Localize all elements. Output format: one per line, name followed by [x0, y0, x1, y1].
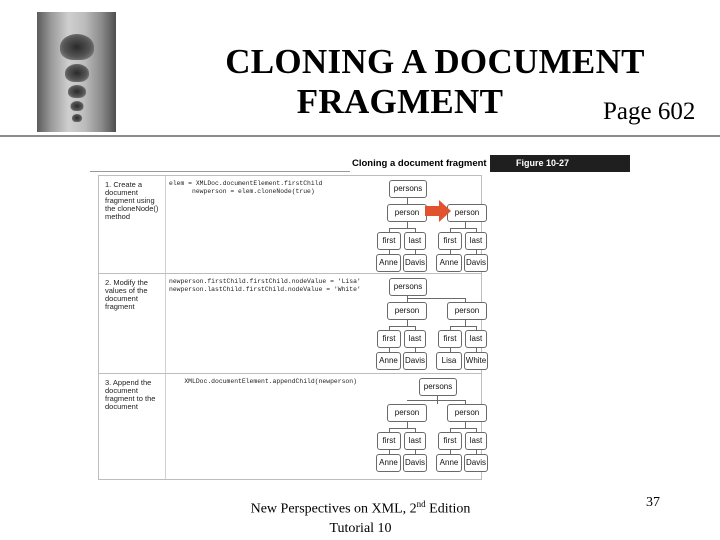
tree-edge: [389, 326, 415, 327]
tree-edge: [389, 428, 415, 429]
footer-line1-b: Edition: [425, 501, 471, 517]
tree-edge: [389, 250, 390, 254]
tree-edge: [465, 400, 466, 404]
tree-edge: [450, 428, 476, 429]
tree-node-first-a: first: [377, 330, 401, 348]
node-tree: [99, 274, 487, 373]
tree-node-person-b: person: [447, 204, 487, 222]
footer-line2: Tutorial 10: [329, 520, 392, 536]
slide-title-line1: CLONING A DOCUMENT: [225, 42, 645, 81]
tree-edge: [415, 250, 416, 254]
tree-edge: [450, 326, 451, 330]
code-snippet: XMLDoc.documentElement.appendChild(newperson): [169, 378, 357, 385]
page-reference: Page 602: [603, 98, 696, 125]
tree-node-val-b1: Anne: [436, 454, 462, 472]
tree-node-last-a: last: [404, 432, 426, 450]
tree-edge: [389, 428, 390, 432]
tree-node-val-b2: Davis: [464, 454, 488, 472]
footer-line1-sup: nd: [416, 499, 426, 509]
tree-node-val-a1: Anne: [376, 454, 401, 472]
tree-edge: [476, 250, 477, 254]
tree-node-val-b1: Anne: [436, 254, 462, 272]
tree-node-val-a1: Anne: [376, 352, 401, 370]
arch-shape: [68, 85, 86, 98]
slide-title-line2: FRAGMENT: [296, 82, 504, 121]
tree-node-val-b2: Davis: [464, 254, 488, 272]
figure-caption: Cloning a document fragment: [352, 158, 487, 169]
arch-shape: [70, 101, 83, 111]
tree-edge: [407, 198, 408, 204]
tree-edge: [389, 228, 390, 232]
tree-edge: [415, 228, 416, 232]
tree-node-last-a: last: [404, 232, 426, 250]
tree-node-person-a: person: [387, 404, 427, 422]
tree-node-val-b2: White: [464, 352, 488, 370]
figure-row-2: [99, 274, 487, 374]
code-snippet: elem = XMLDoc.documentElement.firstChild newperson = elem.cloneNode(true): [169, 180, 323, 195]
tree-edge: [476, 326, 477, 330]
tree-edge: [389, 450, 390, 454]
tree-edge: [415, 326, 416, 330]
tree-node-val-a2: Davis: [403, 254, 427, 272]
tree-node-root: persons: [419, 378, 457, 396]
tree-edge: [450, 450, 451, 454]
tree-edge: [415, 348, 416, 352]
tree-edge: [465, 298, 466, 302]
step-description: 3. Append the document fragment to the document: [105, 378, 156, 411]
arch-shape: [72, 114, 82, 122]
tree-node-first-a: first: [377, 232, 401, 250]
tree-node-val-a2: Davis: [403, 454, 427, 472]
tree-edge: [407, 298, 465, 299]
tree-edge: [389, 228, 415, 229]
tree-edge: [389, 348, 390, 352]
arch-shape: [60, 34, 94, 60]
tree-node-root: persons: [389, 180, 427, 198]
tree-node-last-b: last: [465, 330, 487, 348]
tree-node-last-b: last: [465, 232, 487, 250]
tree-edge: [450, 428, 451, 432]
step-description: 1. Create a document fragment using the cloneNode() method: [105, 180, 159, 221]
tree-node-last-a: last: [404, 330, 426, 348]
title-divider: [0, 135, 720, 137]
page-number: 37: [646, 495, 660, 510]
figure-row-1: [99, 176, 486, 274]
tree-node-root: persons: [389, 278, 427, 296]
footer-source: [248, 495, 473, 538]
tree-node-last-b: last: [465, 432, 487, 450]
tree-node-person-a: person: [387, 302, 427, 320]
tree-edge: [450, 228, 451, 232]
code-snippet: newperson.firstChild.firstChild.nodeValue = 'Lisa' newperson.lastChild.firstChild.nodeValue = 'White': [169, 278, 361, 293]
node-tree: [99, 374, 486, 479]
tree-node-val-a2: Davis: [403, 352, 427, 370]
tree-node-val-b1: Lisa: [436, 352, 462, 370]
tree-node-first-b: first: [438, 432, 462, 450]
tree-edge: [407, 296, 408, 302]
tree-node-person-b: person: [447, 404, 487, 422]
slide-title: [200, 42, 670, 122]
tree-edge: [476, 348, 477, 352]
tree-edge: [407, 400, 465, 401]
corner-photo: [37, 12, 116, 132]
tree-node-first-b: first: [438, 330, 462, 348]
arch-shape: [65, 64, 89, 82]
tree-edge: [389, 326, 390, 330]
tree-edge: [476, 450, 477, 454]
tree-edge: [450, 326, 476, 327]
tree-edge: [450, 250, 451, 254]
tree-edge: [476, 228, 477, 232]
figure-10-27: [90, 155, 630, 480]
clone-arrow-icon: [425, 200, 451, 222]
tree-node-person-a: person: [387, 204, 427, 222]
step-description: 2. Modify the values of the document fragment: [105, 278, 148, 311]
tree-edge: [476, 428, 477, 432]
tree-node-first-a: first: [377, 432, 401, 450]
figure-label: Figure 10-27: [490, 155, 630, 172]
tree-edge: [450, 348, 451, 352]
node-tree: [99, 176, 486, 273]
figure-table: [98, 175, 487, 480]
tree-node-person-b: person: [447, 302, 487, 320]
figure-row-3: [99, 374, 486, 479]
tree-edge: [415, 428, 416, 432]
tree-edge: [415, 450, 416, 454]
tree-edge: [450, 228, 476, 229]
footer-line1-a: New Perspectives on XML, 2: [250, 501, 417, 517]
figure-header: [90, 155, 630, 172]
tree-node-val-a1: Anne: [376, 254, 401, 272]
tree-node-first-b: first: [438, 232, 462, 250]
figure-header-bar: [90, 155, 350, 172]
